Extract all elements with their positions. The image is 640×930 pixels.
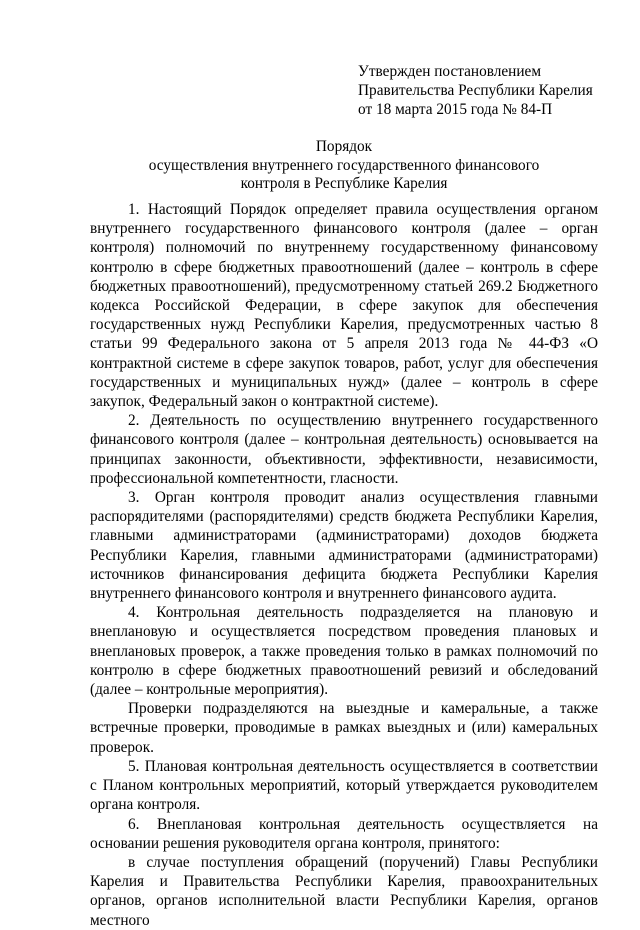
paragraph-5: 5. Плановая контрольная деятельность осуществляется в соответствии с Планом контрольных мероприятий, который утверждается руководителем органа контроля. xyxy=(90,757,598,814)
paragraph-1: 1. Настоящий Порядок определяет правила осуществления органом внутреннего государственного финансового контроля (далее – орган контроля) полномочий по внутреннему государственному финансовому контролю в сфере бюджетных правоотношений (далее – контроль в сфере бюджетных правоотношений), предусмотренному статьей 269.2 Бюджетного кодекса Российской Федерации, в сфере закупок для обеспечения государственных нужд Республики Карелия, предусмотренных частью 8 статьи 99 Федерального закона от 5 апреля 2013 года № 44-ФЗ «О контрактной системе в сфере закупок товаров, работ, услуг для обеспечения государственных и муниципальных нужд» (далее – контроль в сфере закупок, Федеральный закон о контрактной системе). xyxy=(90,201,598,411)
approval-line-3: от 18 марта 2015 года № 84-П xyxy=(358,101,553,118)
document-body xyxy=(90,200,598,930)
document-title xyxy=(90,138,598,194)
paragraph-4-continued: Проверки подразделяются на выездные и камеральные, а также встречные проверки, проводимые в рамках выездных и (или) камеральных проверок. xyxy=(90,700,598,756)
approval-stamp xyxy=(358,62,628,119)
title-line-2: осуществления внутреннего государственного финансового xyxy=(148,156,540,174)
paragraph-6: 6. Внеплановая контрольная деятельность осуществляется на основании решения руководителя органа контроля, принятого: xyxy=(90,815,598,852)
approval-line-2: Правительства Республики Карелия xyxy=(358,82,593,99)
title-line-1: Порядок xyxy=(315,138,373,155)
title-line-3: контроля в Республике Карелия xyxy=(240,175,448,192)
paragraph-3: 3. Орган контроля проводит анализ осуществления главными распорядителями (распорядителями) средств бюджета Республики Карелия, главными администраторами (администраторами) доходов бюджета Республики Карелия, главными администраторами (администраторами) источников финансирования дефицита бюджета Республики Карелия внутреннего финансового контроля и внутреннего финансового аудита. xyxy=(90,489,598,603)
approval-line-1: Утвержден постановлением xyxy=(358,63,542,80)
paragraph-2: 2. Деятельность по осуществлению внутреннего государственного финансового контроля (далее – контрольная деятельность) основывается на принципах законности, объективности, эффективности, независимости, профессиональной компетентности, гласности. xyxy=(90,412,598,487)
paragraph-4: 4. Контрольная деятельность подразделяется на плановую и внеплановую и осуществляется посредством проведения плановых и внеплановых проверок, а также проведения только в рамках полномочий по контролю в сфере бюджетных правоотношений ревизий и обследований (далее – контрольные мероприятия). xyxy=(90,604,598,699)
paragraph-6-case: в случае поступления обращений (поручений) Главы Республики Карелия и Правительства Республики Карелия, правоохранительных органов, органов исполнительной власти Республики Карелия, органов местного xyxy=(90,853,598,929)
